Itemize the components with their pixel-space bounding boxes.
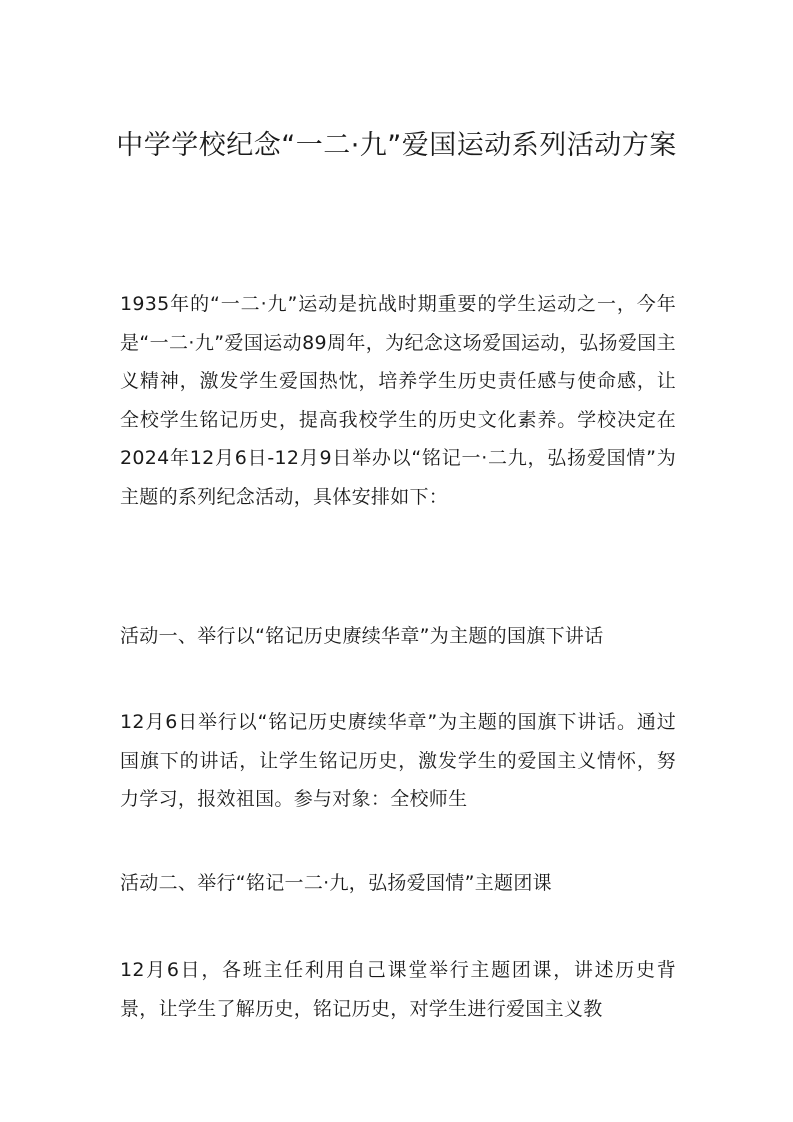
document-title: 中学学校纪念“一二·九”爱国运动系列活动方案 [116,130,677,161]
intro-paragraph: 1935年的“一二·九”运动是抗战时期重要的学生运动之一，今年是“一二·九”爱国运动89周年，为纪念这场爱国运动，弘扬爱国主义精神，激发学生爱国热忱，培养学生历史责任感与使命感，让全校学生铭记历史，提高我校学生的历史文化素养。学校决定在2024年12月6日-12月9日举办以“铭记一·二九，弘扬爱国情”为主题的系列纪念活动，具体安排如下： [120,293,676,508]
activity-2-heading: 活动二、举行“铭记一二·九，弘扬爱国情”主题团课 [120,872,552,894]
activity-1-heading: 活动一、举行以“铭记历史赓续华章”为主题的国旗下讲话 [120,625,604,647]
activity-2-paragraph: 12月6日，各班主任利用自己课堂举行主题团课，讲述历史背景，让学生了解历史，铭记历史，对学生进行爱国主义教 [120,959,676,1020]
activity-1-paragraph: 12月6日举行以“铭记历史赓续华章”为主题的国旗下讲话。通过国旗下的讲话，让学生铭记历史，激发学生的爱国主义情怀，努力学习，报效祖国。参与对象：全校师生 [120,711,676,811]
